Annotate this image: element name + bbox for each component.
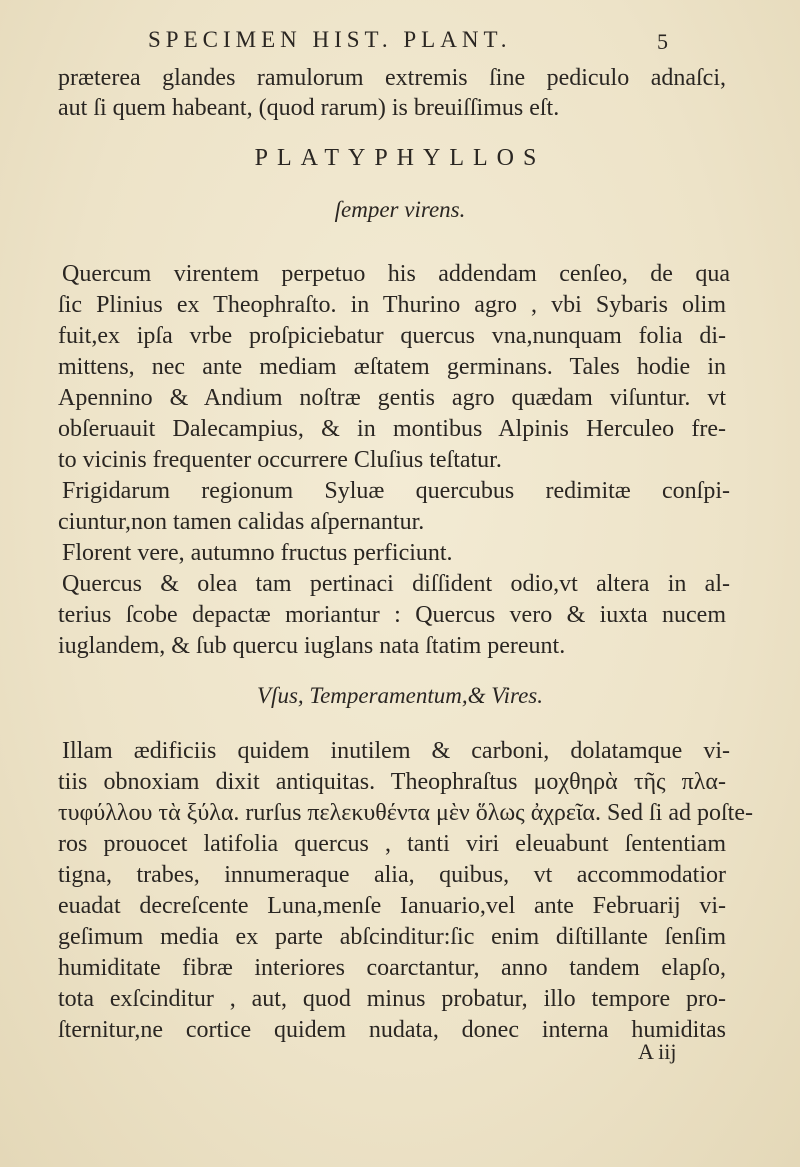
body-line: to vicinis frequenter occurrere Cluſius teſtatur. <box>58 447 502 473</box>
body-line: euadat decreſcente Luna,menſe Ianuario,vel ante Februarij vi- <box>58 893 726 919</box>
body-line: Quercus & olea tam pertinaci diſſident odio,vt altera in al- <box>62 571 730 597</box>
section-title: PLATYPHYLLOS <box>254 145 546 171</box>
body-line: Florent vere, autumno fructus perficiunt. <box>62 540 453 566</box>
page-number: 5 <box>657 29 668 54</box>
intro-line: præterea glandes ramulorum extremis ſine pediculo adnaſci, <box>58 65 726 91</box>
body-line: humiditate fibræ interiores coarctantur, anno tandem elapſo, <box>58 955 726 981</box>
body-line: Illam ædificiis quidem inutilem & carboni, dolatamque vi- <box>62 738 730 764</box>
body-line: Frigidarum regionum Syluæ quercubus redimitæ conſpi- <box>62 478 730 504</box>
body-line: geſimum media ex parte abſcinditur:ſic enim diſtillante ſenſim <box>58 924 726 950</box>
body-line: τυφύλλου τὰ ξύλα. rurſus πελεκυθέντα μὲν ὅλως ἀχρεῖα. Sed ſi ad poſte- <box>58 800 753 826</box>
body-line: tiis obnoxiam dixit antiquitas. Theophraſtus μοχθηρὰ τῆς πλα- <box>58 769 726 795</box>
section-subtitle: ſemper virens. <box>334 197 466 222</box>
body-line: ros prouocet latifolia quercus , tanti viri eleuabunt ſententiam <box>58 831 726 857</box>
body-line: ſternitur,ne cortice quidem nudata, donec interna humiditas <box>58 1017 726 1043</box>
body-line: ſic Plinius ex Theophraſto. in Thurino agro , vbi Sybaris olim <box>58 292 726 318</box>
body-line: mittens, nec ante mediam æſtatem germinans. Tales hodie in <box>58 354 726 380</box>
body-line: fuit,ex ipſa vrbe proſpiciebatur quercus vna,nunquam folia di- <box>58 323 726 349</box>
body-line: tota exſcinditur , aut, quod minus probatur, illo tempore pro- <box>58 986 726 1012</box>
body-line: terius ſcobe depactæ moriantur : Quercus vero & iuxta nucem <box>58 602 726 628</box>
page-header <box>148 24 668 56</box>
body-line: obſeruauit Dalecampius, & in montibus Alpinis Herculeo fre- <box>58 416 726 442</box>
signature-mark: A iij <box>638 1039 677 1064</box>
body-line: ciuntur,non tamen calidas aſpernantur. <box>58 509 425 535</box>
body-line: tigna, trabes, innumeraque alia, quibus, vt accommodatior <box>58 862 726 888</box>
intro-line: aut ſi quem habeant, (quod rarum) is breuiſſimus eſt. <box>58 95 560 121</box>
body-line: iuglandem, & ſub quercu iuglans nata ſtatim pereunt. <box>58 633 566 659</box>
section-subtitle-uses: Vſus, Temperamentum,& Vires. <box>257 683 543 708</box>
body-line: Quercum virentem perpetuo his addendam cenſeo, de qua <box>62 261 730 287</box>
body-line: Apennino & Andium noſtræ gentis agro quædam viſuntur. vt <box>58 385 726 411</box>
running-head: SPECIMEN HIST. PLANT. <box>148 27 512 52</box>
